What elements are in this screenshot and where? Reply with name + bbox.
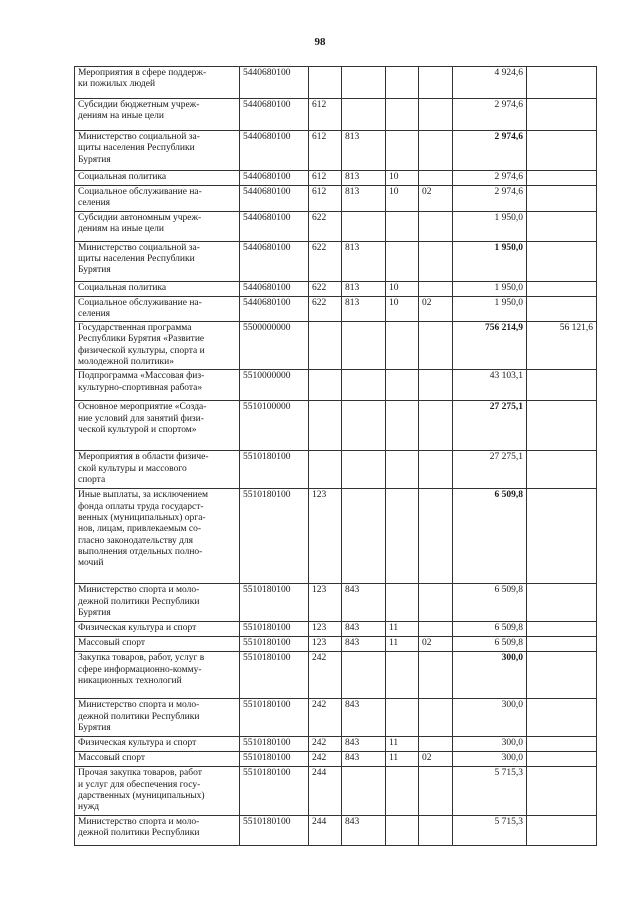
ministry-code-cell: 843 xyxy=(342,584,386,622)
section-code-cell xyxy=(386,211,419,241)
section-code-cell: 10 xyxy=(386,171,419,186)
table-row xyxy=(75,815,597,845)
subsection-code-cell: 02 xyxy=(419,296,453,322)
section-code-cell: 10 xyxy=(386,186,419,212)
target-article-code-cell: 5440680100 xyxy=(240,99,309,131)
ministry-code-cell xyxy=(342,767,386,815)
ministry-code-cell xyxy=(342,322,386,370)
table-row xyxy=(75,322,597,370)
target-article-code-cell: 5440680100 xyxy=(240,281,309,296)
amount-cell: 4 924,6 xyxy=(453,67,527,99)
expense-type-code-cell xyxy=(309,401,342,451)
subsection-code-cell xyxy=(419,99,453,131)
amount-cell: 6 509,8 xyxy=(453,637,527,652)
target-article-code-cell: 5510180100 xyxy=(240,699,309,737)
item-name-cell: Министерство социальной за- щиты населения Республики Бурятия xyxy=(75,131,240,171)
section-code-cell: 11 xyxy=(386,622,419,637)
amount-cell: 2 974,6 xyxy=(453,186,527,212)
amount-secondary-cell xyxy=(527,767,597,815)
table-row xyxy=(75,186,597,212)
expense-type-code-cell: 123 xyxy=(309,489,342,584)
section-code-cell xyxy=(386,322,419,370)
target-article-code-cell: 5510180100 xyxy=(240,637,309,652)
ministry-code-cell: 813 xyxy=(342,131,386,171)
target-article-code-cell: 5440680100 xyxy=(240,241,309,281)
table-row xyxy=(75,99,597,131)
item-name-cell: Массовый спорт xyxy=(75,752,240,767)
target-article-code-cell: 5510180100 xyxy=(240,752,309,767)
target-article-code-cell: 5440680100 xyxy=(240,67,309,99)
item-name-cell: Субсидии автономным учреж- дениям на иные цели xyxy=(75,211,240,241)
item-name-cell: Физическая культура и спорт xyxy=(75,622,240,637)
amount-cell: 43 103,1 xyxy=(453,370,527,401)
ministry-code-cell xyxy=(342,401,386,451)
ministry-code-cell: 843 xyxy=(342,737,386,752)
amount-cell: 756 214,9 xyxy=(453,322,527,370)
ministry-code-cell: 843 xyxy=(342,815,386,845)
amount-secondary-cell xyxy=(527,489,597,584)
table-body xyxy=(75,67,597,846)
amount-secondary-cell xyxy=(527,451,597,489)
amount-secondary-cell xyxy=(527,699,597,737)
section-code-cell: 11 xyxy=(386,737,419,752)
subsection-code-cell xyxy=(419,767,453,815)
subsection-code-cell: 02 xyxy=(419,752,453,767)
target-article-code-cell: 5440680100 xyxy=(240,186,309,212)
amount-cell: 300,0 xyxy=(453,737,527,752)
ministry-code-cell xyxy=(342,370,386,401)
table-row xyxy=(75,652,597,699)
amount-secondary-cell xyxy=(527,186,597,212)
amount-secondary-cell xyxy=(527,99,597,131)
amount-secondary-cell xyxy=(527,281,597,296)
ministry-code-cell: 813 xyxy=(342,186,386,212)
expense-type-code-cell: 612 xyxy=(309,99,342,131)
subsection-code-cell: 02 xyxy=(419,186,453,212)
ministry-code-cell xyxy=(342,451,386,489)
table-row xyxy=(75,211,597,241)
target-article-code-cell: 5510180100 xyxy=(240,622,309,637)
amount-cell: 27 275,1 xyxy=(453,451,527,489)
amount-secondary-cell xyxy=(527,131,597,171)
target-article-code-cell: 5510100000 xyxy=(240,401,309,451)
item-name-cell: Министерство спорта и моло- дежной политики Республики xyxy=(75,815,240,845)
subsection-code-cell xyxy=(419,699,453,737)
ministry-code-cell: 813 xyxy=(342,171,386,186)
page-number: 98 xyxy=(314,36,326,48)
amount-cell: 2 974,6 xyxy=(453,99,527,131)
subsection-code-cell xyxy=(419,652,453,699)
section-code-cell xyxy=(386,67,419,99)
amount-secondary-cell xyxy=(527,67,597,99)
target-article-code-cell: 5510000000 xyxy=(240,370,309,401)
section-code-cell: 11 xyxy=(386,752,419,767)
item-name-cell: Основное мероприятие «Созда- ние условий для занятий физи- ческой культурой и спортом» xyxy=(75,401,240,451)
table-row xyxy=(75,584,597,622)
expense-type-code-cell: 622 xyxy=(309,211,342,241)
amount-secondary-cell xyxy=(527,815,597,845)
subsection-code-cell xyxy=(419,815,453,845)
item-name-cell: Министерство спорта и моло- дежной политики Республики Бурятия xyxy=(75,584,240,622)
ministry-code-cell: 843 xyxy=(342,637,386,652)
item-name-cell: Государственная программа Республики Бурятия «Развитие физической культуры, спорта и молодежной политики» xyxy=(75,322,240,370)
expense-type-code-cell: 123 xyxy=(309,637,342,652)
target-article-code-cell: 5510180100 xyxy=(240,737,309,752)
target-article-code-cell: 5510180100 xyxy=(240,584,309,622)
expense-type-code-cell: 242 xyxy=(309,752,342,767)
amount-cell: 2 974,6 xyxy=(453,171,527,186)
target-article-code-cell: 5510180100 xyxy=(240,489,309,584)
ministry-code-cell: 813 xyxy=(342,296,386,322)
target-article-code-cell: 5510180100 xyxy=(240,767,309,815)
expense-type-code-cell: 244 xyxy=(309,815,342,845)
expense-type-code-cell: 622 xyxy=(309,241,342,281)
item-name-cell: Социальная политика xyxy=(75,281,240,296)
table-row xyxy=(75,67,597,99)
subsection-code-cell xyxy=(419,171,453,186)
amount-cell: 5 715,3 xyxy=(453,767,527,815)
amount-cell: 5 715,3 xyxy=(453,815,527,845)
table-row xyxy=(75,401,597,451)
expense-type-code-cell: 242 xyxy=(309,737,342,752)
item-name-cell: Социальное обслуживание на- селения xyxy=(75,186,240,212)
section-code-cell xyxy=(386,489,419,584)
item-name-cell: Иные выплаты, за исключением фонда оплаты труда государст- венных (муниципальных) орга- нов, лицам, привлекаемым со- гласно законодательству для выполнения отдельных полно- мочий xyxy=(75,489,240,584)
subsection-code-cell xyxy=(419,401,453,451)
ministry-code-cell xyxy=(342,652,386,699)
item-name-cell: Закупка товаров, работ, услуг в сфере информационно-комму- никационных технологий xyxy=(75,652,240,699)
expense-type-code-cell: 612 xyxy=(309,131,342,171)
amount-cell: 1 950,0 xyxy=(453,241,527,281)
ministry-code-cell xyxy=(342,99,386,131)
ministry-code-cell xyxy=(342,211,386,241)
amount-secondary-cell xyxy=(527,171,597,186)
expense-type-code-cell xyxy=(309,370,342,401)
amount-cell: 300,0 xyxy=(453,699,527,737)
subsection-code-cell xyxy=(419,281,453,296)
amount-cell: 300,0 xyxy=(453,652,527,699)
item-name-cell: Субсидии бюджетным учреж- дениям на иные цели xyxy=(75,99,240,131)
target-article-code-cell: 5440680100 xyxy=(240,131,309,171)
item-name-cell: Мероприятия в сфере поддерж- ки пожилых людей xyxy=(75,67,240,99)
subsection-code-cell xyxy=(419,131,453,171)
section-code-cell: 10 xyxy=(386,281,419,296)
item-name-cell: Министерство спорта и моло- дежной политики Республики Бурятия xyxy=(75,699,240,737)
table-row xyxy=(75,622,597,637)
expense-type-code-cell xyxy=(309,451,342,489)
subsection-code-cell xyxy=(419,67,453,99)
subsection-code-cell xyxy=(419,451,453,489)
expense-type-code-cell: 622 xyxy=(309,296,342,322)
section-code-cell xyxy=(386,131,419,171)
amount-cell: 1 950,0 xyxy=(453,281,527,296)
amount-secondary-cell xyxy=(527,370,597,401)
amount-cell: 300,0 xyxy=(453,752,527,767)
subsection-code-cell xyxy=(419,241,453,281)
amount-cell: 2 974,6 xyxy=(453,131,527,171)
amount-secondary-cell xyxy=(527,637,597,652)
target-article-code-cell: 5440680100 xyxy=(240,171,309,186)
item-name-cell: Физическая культура и спорт xyxy=(75,737,240,752)
amount-secondary-cell xyxy=(527,752,597,767)
ministry-code-cell: 843 xyxy=(342,622,386,637)
section-code-cell xyxy=(386,99,419,131)
item-name-cell: Социальная политика xyxy=(75,171,240,186)
subsection-code-cell xyxy=(419,584,453,622)
table-row xyxy=(75,767,597,815)
section-code-cell xyxy=(386,699,419,737)
subsection-code-cell xyxy=(419,211,453,241)
expense-type-code-cell: 123 xyxy=(309,584,342,622)
target-article-code-cell: 5440680100 xyxy=(240,296,309,322)
expense-type-code-cell: 612 xyxy=(309,171,342,186)
amount-cell: 27 275,1 xyxy=(453,401,527,451)
section-code-cell xyxy=(386,815,419,845)
expense-type-code-cell: 242 xyxy=(309,699,342,737)
amount-cell: 1 950,0 xyxy=(453,296,527,322)
subsection-code-cell xyxy=(419,622,453,637)
amount-cell: 6 509,8 xyxy=(453,622,527,637)
subsection-code-cell xyxy=(419,737,453,752)
table-row xyxy=(75,296,597,322)
expense-type-code-cell: 123 xyxy=(309,622,342,637)
ministry-code-cell: 813 xyxy=(342,281,386,296)
table-row xyxy=(75,752,597,767)
item-name-cell: Социальное обслуживание на- селения xyxy=(75,296,240,322)
expense-type-code-cell: 242 xyxy=(309,652,342,699)
subsection-code-cell: 02 xyxy=(419,637,453,652)
section-code-cell xyxy=(386,451,419,489)
section-code-cell xyxy=(386,584,419,622)
item-name-cell: Министерство социальной за- щиты населения Республики Бурятия xyxy=(75,241,240,281)
ministry-code-cell xyxy=(342,489,386,584)
amount-secondary-cell xyxy=(527,296,597,322)
table-row xyxy=(75,281,597,296)
table-row xyxy=(75,131,597,171)
item-name-cell: Подпрограмма «Массовая физ- культурно-спортивная работа» xyxy=(75,370,240,401)
section-code-cell xyxy=(386,241,419,281)
table-row xyxy=(75,489,597,584)
table-row xyxy=(75,637,597,652)
target-article-code-cell: 5500000000 xyxy=(240,322,309,370)
amount-secondary-cell xyxy=(527,241,597,281)
target-article-code-cell: 5510180100 xyxy=(240,451,309,489)
budget-table xyxy=(74,66,597,846)
subsection-code-cell xyxy=(419,322,453,370)
expense-type-code-cell xyxy=(309,67,342,99)
target-article-code-cell: 5510180100 xyxy=(240,652,309,699)
section-code-cell: 10 xyxy=(386,296,419,322)
item-name-cell: Массовый спорт xyxy=(75,637,240,652)
amount-cell: 1 950,0 xyxy=(453,211,527,241)
table-row xyxy=(75,451,597,489)
section-code-cell: 11 xyxy=(386,637,419,652)
amount-secondary-cell xyxy=(527,211,597,241)
amount-secondary-cell xyxy=(527,652,597,699)
ministry-code-cell: 843 xyxy=(342,752,386,767)
item-name-cell: Мероприятия в области физиче- ской культуры и массового спорта xyxy=(75,451,240,489)
section-code-cell xyxy=(386,652,419,699)
ministry-code-cell: 813 xyxy=(342,241,386,281)
table-row xyxy=(75,699,597,737)
table-row xyxy=(75,171,597,186)
expense-type-code-cell: 612 xyxy=(309,186,342,212)
section-code-cell xyxy=(386,370,419,401)
expense-type-code-cell: 622 xyxy=(309,281,342,296)
subsection-code-cell xyxy=(419,370,453,401)
item-name-cell: Прочая закупка товаров, работ и услуг для обеспечения госу- дарственных (муниципальных) нужд xyxy=(75,767,240,815)
ministry-code-cell xyxy=(342,67,386,99)
section-code-cell xyxy=(386,767,419,815)
target-article-code-cell: 5440680100 xyxy=(240,211,309,241)
table-row xyxy=(75,737,597,752)
target-article-code-cell: 5510180100 xyxy=(240,815,309,845)
amount-secondary-cell xyxy=(527,584,597,622)
subsection-code-cell xyxy=(419,489,453,584)
amount-cell: 6 509,8 xyxy=(453,584,527,622)
amount-cell: 6 509,8 xyxy=(453,489,527,584)
amount-secondary-cell: 56 121,6 xyxy=(527,322,597,370)
amount-secondary-cell xyxy=(527,401,597,451)
table-row xyxy=(75,370,597,401)
amount-secondary-cell xyxy=(527,622,597,637)
expense-type-code-cell xyxy=(309,322,342,370)
section-code-cell xyxy=(386,401,419,451)
amount-secondary-cell xyxy=(527,737,597,752)
ministry-code-cell: 843 xyxy=(342,699,386,737)
expense-type-code-cell: 244 xyxy=(309,767,342,815)
table-row xyxy=(75,241,597,281)
